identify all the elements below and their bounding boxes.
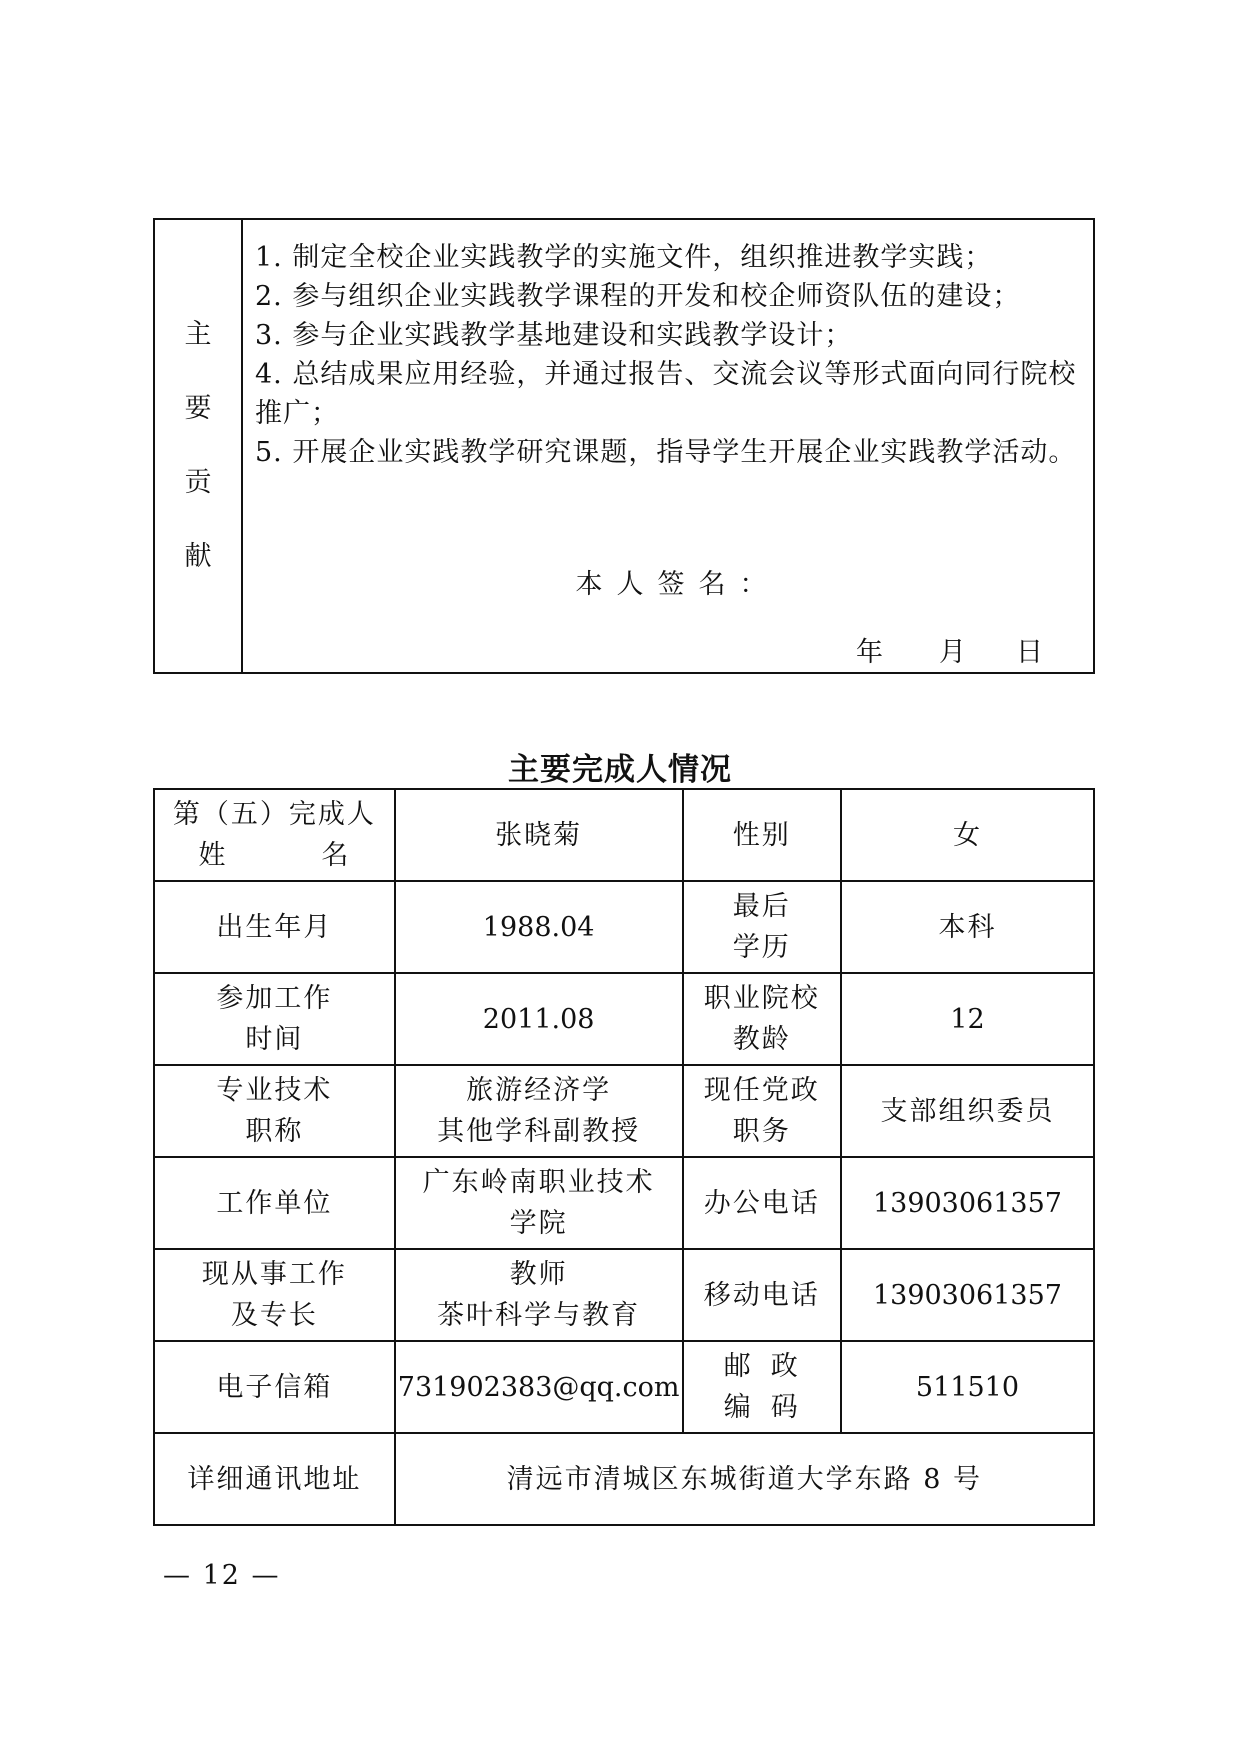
party-post-label-line1: 现任党政: [703, 1075, 820, 1106]
work-start-label-cell: [154, 973, 395, 1065]
office-phone-label: 办公电话: [683, 1157, 841, 1249]
contribution-content-cell: [242, 219, 1094, 673]
name-label-line1: 第（五）完成人: [172, 799, 376, 830]
party-post-value: 支部组织委员: [841, 1065, 1094, 1157]
education-label-line1: 最后: [732, 891, 791, 922]
name-label-line2: [198, 835, 350, 876]
postcode-value-text: 511510: [915, 1371, 1019, 1403]
work-start-value-text: 2011.08: [482, 1003, 595, 1035]
employer-label: 工作单位: [154, 1157, 395, 1249]
section-title: 主要完成人情况: [508, 752, 732, 788]
address-value: 清远市清城区东城街道大学东路 8 号: [395, 1433, 1094, 1525]
birth-value-text: 1988.04: [482, 911, 595, 943]
job-value-line2: 茶叶科学与教育: [437, 1300, 641, 1331]
teaching-years-label-line2: 教龄: [732, 1024, 791, 1055]
work-start-value: [395, 973, 683, 1065]
contribution-item: 1. 制定全校企业实践教学的实施文件，组织推进教学实践；: [255, 242, 993, 273]
table-row: [154, 973, 1094, 1065]
table-row: [154, 789, 1094, 881]
table-row: [154, 1249, 1094, 1341]
postcode-label-line1: [684, 1346, 840, 1387]
mobile-value-text: 13903061357: [872, 1279, 1062, 1311]
job-label-cell: [154, 1249, 395, 1341]
job-label-line2: 及专长: [230, 1300, 318, 1331]
postcode-label-char: 编: [723, 1392, 753, 1423]
signature-label: 本人签名：: [575, 569, 781, 600]
table-row: [154, 1433, 1094, 1525]
title-label-line1: 专业技术: [216, 1075, 333, 1106]
party-post-label-cell: [683, 1065, 841, 1157]
postcode-label-line2: [684, 1387, 840, 1428]
postcode-label-char: 码: [770, 1392, 800, 1423]
name-label-cell: [154, 789, 395, 881]
teaching-years-value: [841, 973, 1094, 1065]
page-number: — 12 —: [163, 1560, 281, 1591]
office-phone-value: [841, 1157, 1094, 1249]
contribution-label-char: 主: [184, 319, 212, 350]
email-value: [395, 1341, 683, 1433]
title-value-cell: [395, 1065, 683, 1157]
education-label-cell: [683, 881, 841, 973]
mobile-value: [841, 1249, 1094, 1341]
gender-label: 性别: [683, 789, 841, 881]
birth-value: [395, 881, 683, 973]
party-post-label-line2: 职务: [732, 1116, 791, 1147]
name-label-char: 名: [321, 840, 351, 871]
education-value: 本科: [841, 881, 1094, 973]
contribution-item: 3. 参与企业实践教学基地建设和实践教学设计；: [255, 320, 853, 351]
table-row: [154, 881, 1094, 973]
contribution-label-char: 献: [184, 541, 212, 572]
date-year: 年: [856, 637, 883, 668]
mobile-label: 移动电话: [683, 1249, 841, 1341]
job-label-line1: 现从事工作: [201, 1259, 347, 1290]
postcode-label-cell: [683, 1341, 841, 1433]
job-value-line1: 教师: [509, 1259, 568, 1290]
office-phone-value-text: 13903061357: [872, 1187, 1062, 1219]
date-day: 日: [1016, 637, 1043, 668]
education-label-line2: 学历: [732, 932, 791, 963]
title-value-line2: 其他学科副教授: [437, 1116, 641, 1147]
teaching-years-label-line1: 职业院校: [703, 983, 820, 1014]
title-label-line2: 职称: [245, 1116, 304, 1147]
title-value-line1: 旅游经济学: [466, 1075, 612, 1106]
teaching-years-value-text: 12: [950, 1003, 985, 1035]
contribution-label-char: 贡: [184, 467, 212, 498]
employer-value-line2: 学院: [509, 1208, 568, 1239]
signature-date: [856, 630, 1043, 669]
table-row: [154, 1157, 1094, 1249]
postcode-value: [841, 1341, 1094, 1433]
postcode-label-char: 邮: [723, 1351, 753, 1382]
name-value: 张晓菊: [395, 789, 683, 881]
title-label-cell: [154, 1065, 395, 1157]
date-month: 月: [939, 637, 966, 668]
address-label: 详细通讯地址: [154, 1433, 395, 1525]
contribution-list: [243, 220, 1093, 472]
work-start-label-line1: 参加工作: [216, 983, 333, 1014]
email-value-text: 731902383@qq.com: [397, 1371, 680, 1403]
contribution-item: 2. 参与组织企业实践教学课程的开发和校企师资队伍的建设；: [255, 281, 1021, 312]
teaching-years-label-cell: [683, 973, 841, 1065]
postcode-label-char: 政: [770, 1351, 800, 1382]
employer-value-cell: [395, 1157, 683, 1249]
contribution-item: 5. 开展企业实践教学研究课题，指导学生开展企业实践教学活动。: [255, 437, 1077, 468]
table-row: [154, 1065, 1094, 1157]
contribution-label-char: 要: [184, 393, 212, 424]
gender-value: 女: [841, 789, 1094, 881]
contribution-item: 4. 总结成果应用经验，并通过报告、交流会议等形式面向同行院校推广；: [255, 359, 1077, 429]
work-start-label-line2: 时间: [245, 1024, 304, 1055]
contribution-label: [155, 298, 241, 594]
employer-value-line1: 广东岭南职业技术: [422, 1167, 655, 1198]
table-row: [154, 1341, 1094, 1433]
email-label: 电子信箱: [154, 1341, 395, 1433]
contribution-label-cell: [154, 219, 242, 673]
birth-label: 出生年月: [154, 881, 395, 973]
contribution-table: [153, 218, 1095, 674]
person-info-table: [153, 788, 1095, 1526]
job-value-cell: [395, 1249, 683, 1341]
name-label-char: 姓: [198, 840, 228, 871]
